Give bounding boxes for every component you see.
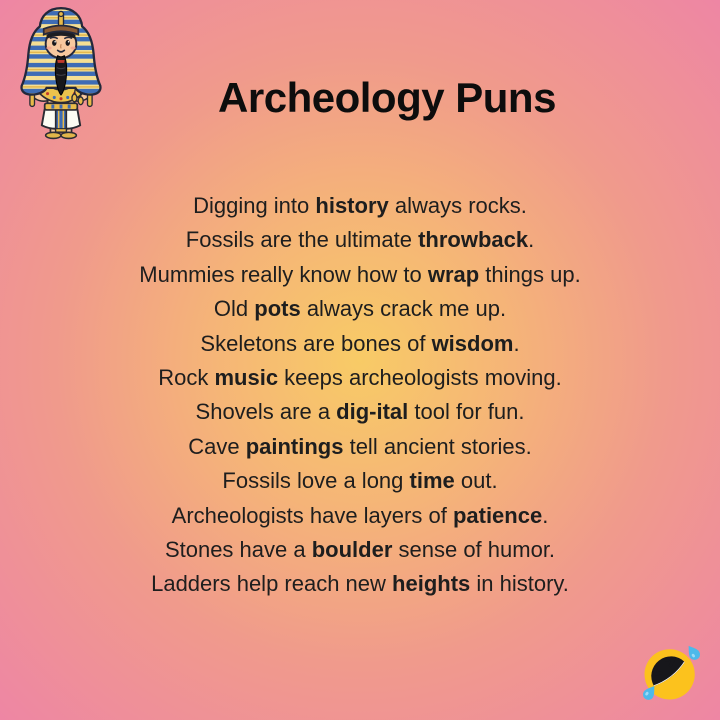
pun-line-6: Rock music keeps archeologists moving. xyxy=(158,365,562,391)
rofl-emoji xyxy=(638,639,705,706)
puns-list xyxy=(0,189,720,602)
page-title: Archeology Puns xyxy=(218,74,556,122)
pun-line-5: Skeletons are bones of wisdom. xyxy=(200,330,520,356)
pun-line-8: Cave paintings tell ancient stories. xyxy=(188,433,532,459)
rofl-emoji-icon xyxy=(638,639,705,706)
pun-line-3: Mummies really know how to wrap things up. xyxy=(139,261,581,287)
pun-line-10: Archeologists have layers of patience. xyxy=(171,502,549,528)
pun-line-12: Ladders help reach new heights in history. xyxy=(151,571,569,597)
pun-line-7: Shovels are a dig-ital tool for fun. xyxy=(195,399,525,425)
pun-line-11: Stones have a boulder sense of humor. xyxy=(164,537,556,563)
pun-line-9: Fossils love a long time out. xyxy=(222,468,498,494)
pun-line-2: Fossils are the ultimate throwback. xyxy=(185,227,535,253)
pun-line-1: Digging into history always rocks. xyxy=(193,193,527,218)
pun-line-4: Old pots always crack me up. xyxy=(213,296,507,322)
